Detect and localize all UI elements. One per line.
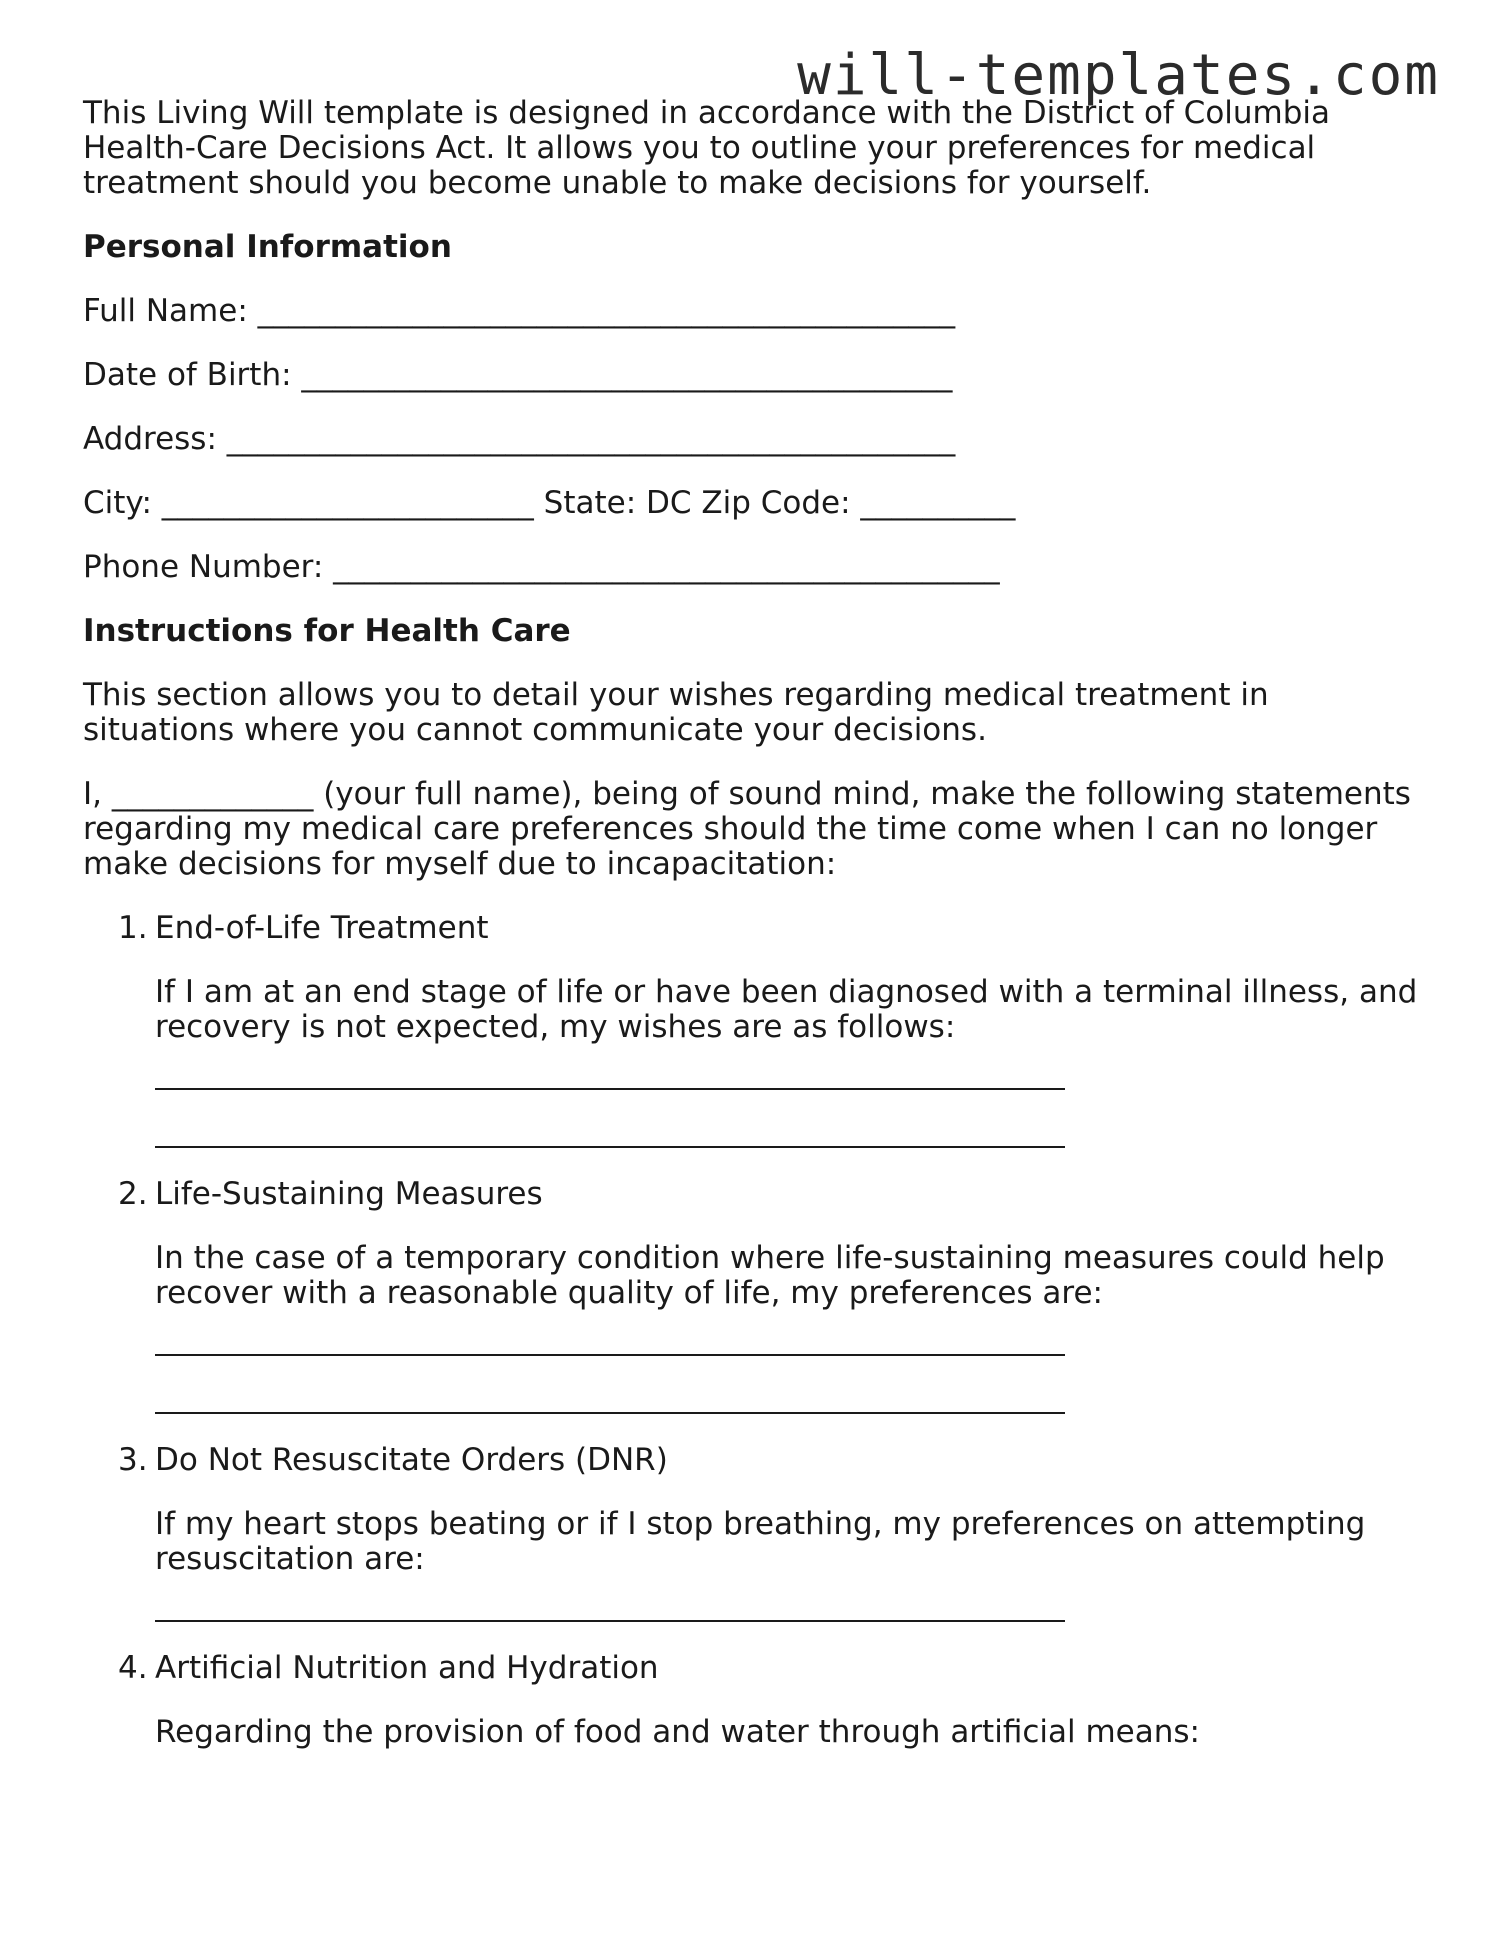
watermark-logo: will-templates.com	[797, 43, 1440, 108]
phone-field[interactable]: Phone Number: ___________________________________________	[83, 549, 1000, 585]
document-page	[83, 96, 1423, 1779]
item-number: 3.	[118, 1442, 148, 1478]
instructions-heading: Instructions for Health Care	[83, 613, 571, 649]
answer-line[interactable]	[155, 1385, 1065, 1414]
city-state-zip-field[interactable]: City: ________________________ State: DC Zip Code: __________	[83, 485, 1016, 521]
list-item	[83, 1443, 1423, 1622]
item-title: Life-Sustaining Measures	[155, 1176, 543, 1212]
item-description: In the case of a temporary condition where life-sustaining measures could help recover with a reasonable quality of life, my preferences are:	[155, 1240, 1385, 1311]
dob-field[interactable]: Date of Birth: __________________________________________	[83, 357, 953, 393]
intro-paragraph: This Living Will template is designed in accordance with the District of Columbia Health-Care Decisions Act. It allows you to outline your preferences for medical treatment should you become unable to make decisions for yourself.	[83, 95, 1331, 201]
instructions-paragraph: This section allows you to detail your wishes regarding medical treatment in situations where you cannot communicate your decisions.	[83, 677, 1269, 748]
item-number: 1.	[118, 910, 148, 946]
answer-line[interactable]	[155, 1353, 1065, 1356]
item-number: 2.	[118, 1176, 148, 1212]
address-field[interactable]: Address: _______________________________________________	[83, 421, 956, 457]
full-name-field[interactable]: Full Name: _____________________________________________	[83, 293, 956, 329]
list-item	[83, 1651, 1423, 1750]
answer-line[interactable]	[155, 1087, 1065, 1090]
answer-line[interactable]	[155, 1119, 1065, 1148]
list-item	[83, 1177, 1423, 1414]
declaration-paragraph: I, _____________ (your full name), being of sound mind, make the following statements regarding my medical care preferences should the time come when I can no longer make decisions for myself due to incapacitation:	[83, 776, 1411, 882]
item-description: If I am at an end stage of life or have been diagnosed with a terminal illness, and recovery is not expected, my wishes are as follows:	[155, 974, 1418, 1045]
item-title: Artificial Nutrition and Hydration	[155, 1650, 659, 1686]
list-item	[83, 911, 1423, 1148]
item-title: End-of-Life Treatment	[155, 910, 489, 946]
item-title: Do Not Resuscitate Orders (DNR)	[155, 1442, 668, 1478]
item-description: Regarding the provision of food and water through artificial means:	[155, 1714, 1200, 1750]
personal-info-heading: Personal Information	[83, 229, 452, 265]
answer-line[interactable]	[155, 1619, 1065, 1622]
item-description: If my heart stops beating or if I stop breathing, my preferences on attempting resuscitation are:	[155, 1506, 1366, 1577]
item-number: 4.	[118, 1650, 148, 1686]
